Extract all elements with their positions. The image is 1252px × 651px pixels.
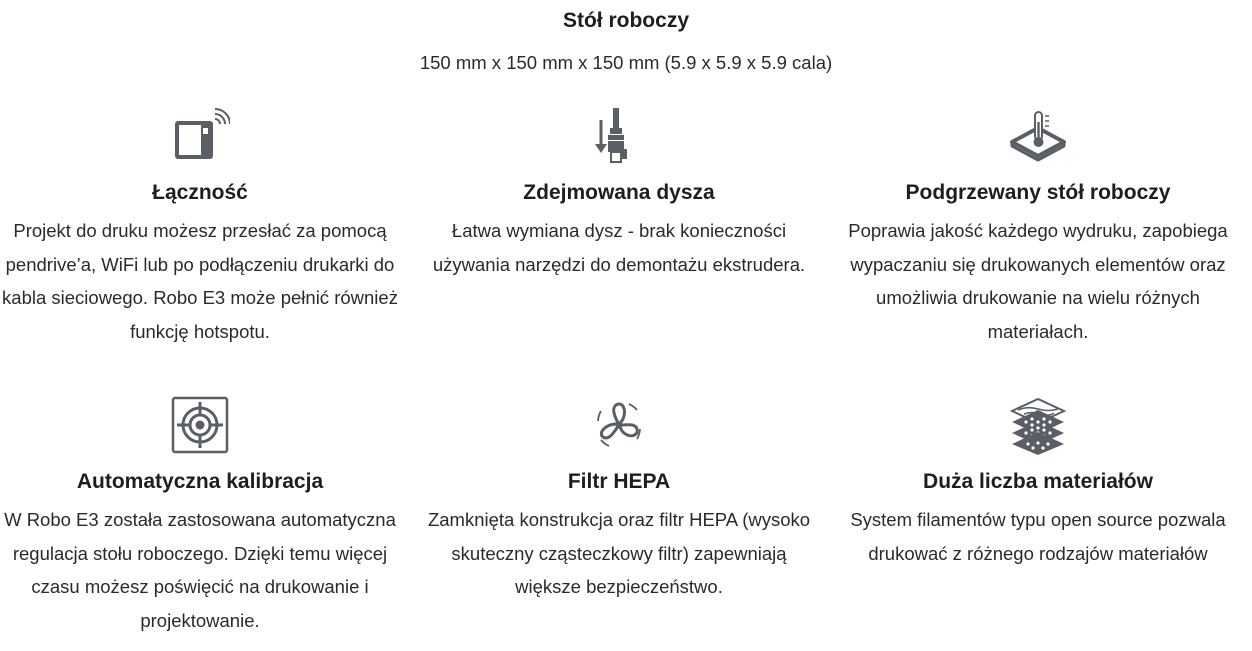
feature-title: Duża liczba materiałów <box>923 470 1153 493</box>
section-title: Stół roboczy <box>562 9 689 32</box>
heated-bed-icon <box>1008 106 1068 166</box>
feature-removable-nozzle <box>419 106 819 281</box>
feature-title: Filtr HEPA <box>567 470 671 493</box>
feature-many-materials <box>838 395 1238 570</box>
feature-connectivity <box>0 106 400 349</box>
feature-description: Zamknięta konstrukcja oraz filtr HEPA (wysoko skuteczny cząsteczkowy filtr) zapewniają większe bezpieczeństwo. <box>427 509 811 598</box>
feature-title: Podgrzewany stół roboczy <box>905 181 1171 204</box>
feature-heated-bed <box>838 106 1238 349</box>
section-subtitle: 150 mm x 150 mm x 150 mm (5.9 x 5.9 x 5.9 cala) <box>419 52 833 73</box>
wifi-device-icon <box>170 106 230 166</box>
feature-title: Automatyczna kalibracja <box>76 470 324 493</box>
feature-description: Projekt do druku możesz przesłać za pomocą pendrive’a, WiFi lub po podłączeniu drukarki do kabla sieciowego. Robo E3 może pełnić również funkcję hotspotu. <box>2 220 398 343</box>
fan-icon <box>589 395 649 455</box>
feature-description: System filamentów typu open source pozwala drukować z różnego rodzajów materiałów <box>850 509 1226 564</box>
feature-hepa-filter <box>419 395 819 604</box>
material-layers-icon <box>1008 395 1068 455</box>
feature-description: Łatwa wymiana dysz - brak konieczności używania narzędzi do demontażu ekstrudera. <box>432 220 806 275</box>
target-icon <box>170 395 230 455</box>
feature-auto-calibration <box>0 395 400 638</box>
nozzle-icon <box>589 106 649 166</box>
feature-title: Łączność <box>152 181 248 204</box>
feature-description: W Robo E3 została zastosowana automatyczna regulacja stołu roboczego. Dzięki temu więcej czasu możesz poświęcić na drukowanie i projektowanie. <box>4 509 396 632</box>
feature-title: Zdejmowana dysza <box>523 181 715 204</box>
feature-description: Poprawia jakość każdego wydruku, zapobiega wypaczaniu się drukowanych elementów oraz umożliwia drukowanie na wielu różnych materiałach. <box>848 220 1228 343</box>
